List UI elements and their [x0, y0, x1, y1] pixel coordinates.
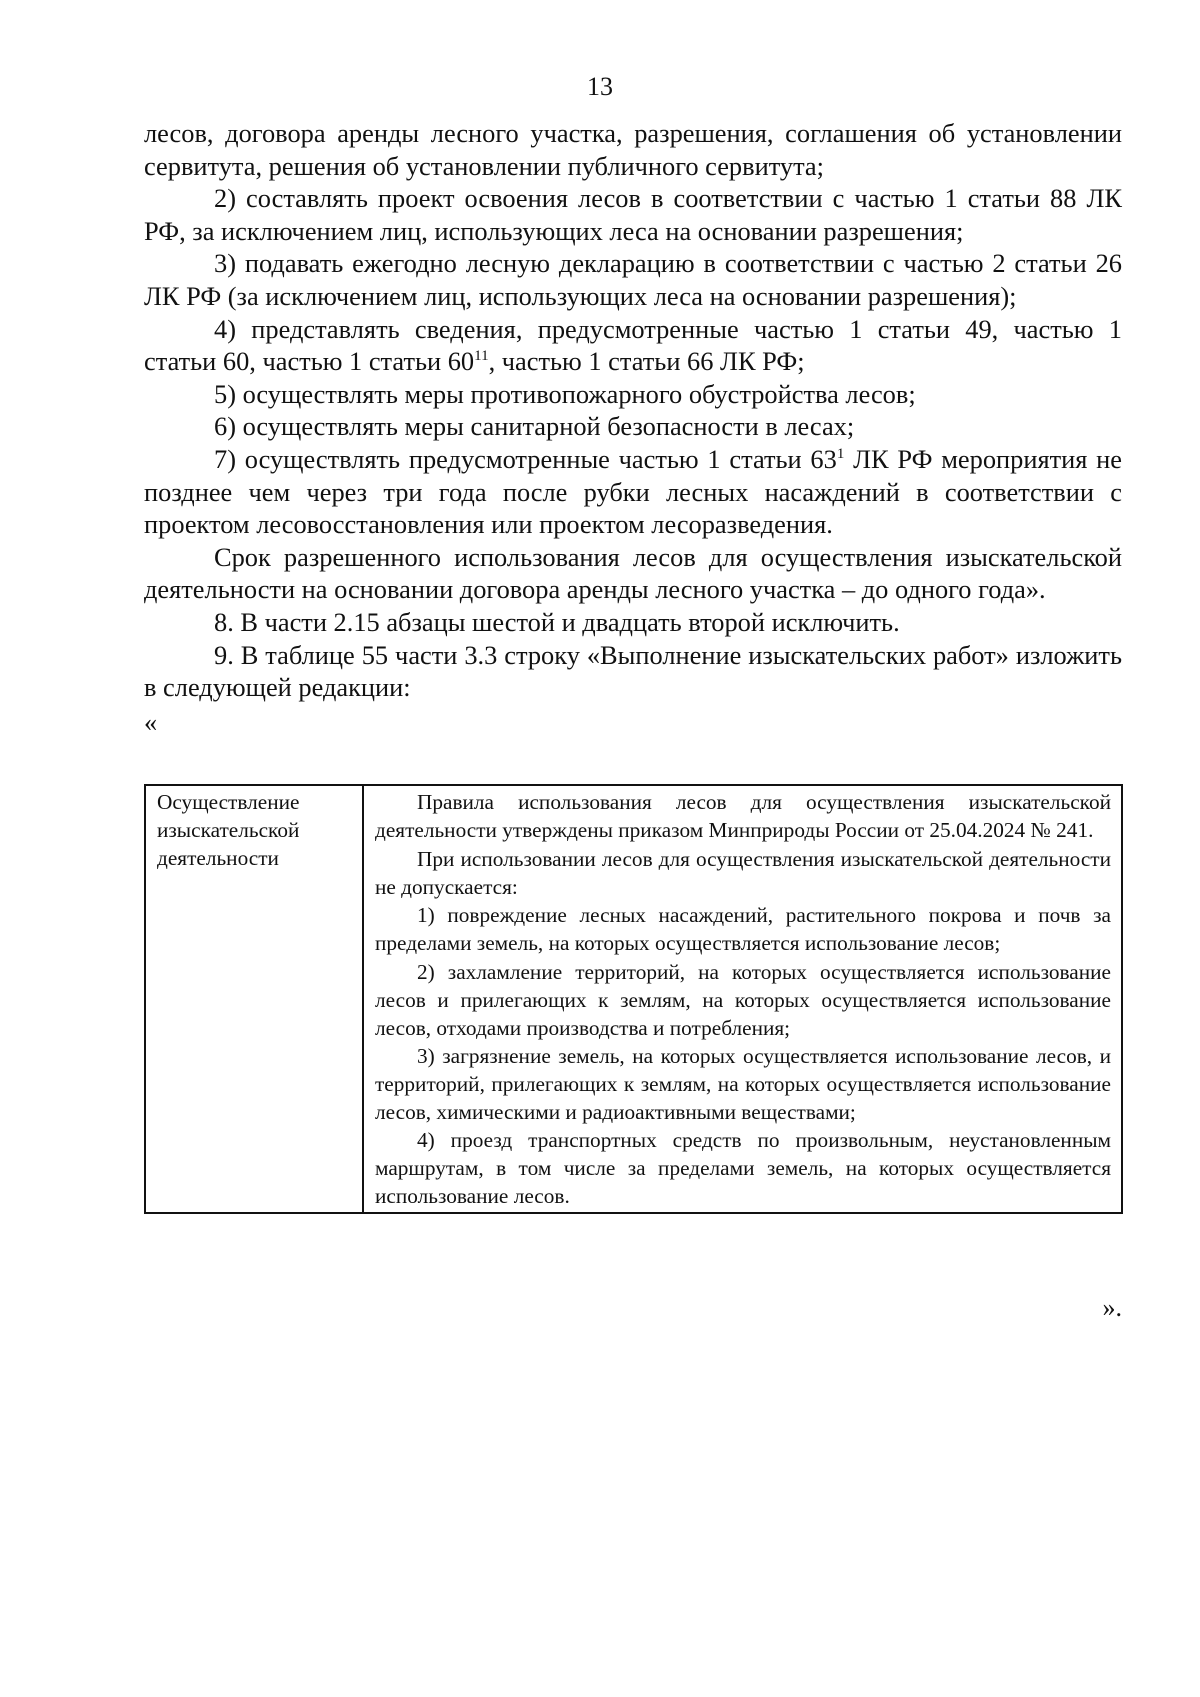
paragraph: [144, 443, 1122, 541]
rules-paragraph: 2) захламление территорий, на которых осуществляется использование лесов и прилегающих к землям, на которых осуществляется использование лесов, отходами производства и потребления;: [375, 959, 1111, 1040]
paragraph: 5) осуществлять меры противопожарного обустройства лесов;: [214, 378, 916, 409]
paragraph: 3) подавать ежегодно лесную декларацию в соответствии с частью 2 статьи 26 ЛК РФ (за исключением лиц, использующих леса на основании разрешения);: [144, 248, 1122, 311]
rules-paragraph: Правила использования лесов для осуществления изыскательской деятельности утверждены приказом Минприроды России от 25.04.2024 № 241.: [375, 790, 1111, 843]
rules-paragraph: 3) загрязнение земель, на которых осуществляется использование лесов, и территорий, прилегающих к землям, на которых осуществляется использование лесов, химическими и радиоактивными веществами;: [375, 1043, 1111, 1125]
paragraph-text: ЛК РФ мероприятия не позднее чем через три года после рубки лесных насаждений в соответствии с проектом лесовосстановления или проектом лесоразведения.: [144, 443, 1122, 540]
activity-cell: Осуществление изыскательской деятельности: [145, 785, 363, 1213]
document-body: [144, 117, 1122, 738]
paragraph-text: 4) представлять сведения, предусмотренные частью 1 статьи 49, частью 1 статьи 60, частью 1 статьи 60: [144, 313, 1122, 377]
superscript: 11: [474, 348, 489, 365]
opening-quote: «: [144, 706, 158, 737]
paragraph: Срок разрешенного использования лесов для осуществления изыскательской деятельности на основании договора аренды лесного участка – до одного года».: [144, 541, 1122, 605]
paragraph: 2) составлять проект освоения лесов в соответствии с частью 1 статьи 88 ЛК РФ, за исключением лиц, использующих леса на основании разрешения;: [144, 183, 1122, 246]
rules-cell: [363, 785, 1122, 1213]
page-number: 13: [587, 72, 613, 101]
paragraph-text: , частью 1 статьи 66 ЛК РФ;: [488, 346, 805, 377]
paragraph: 9. В таблице 55 части 3.3 строку «Выполнение изыскательских работ» изложить в следующей редакции:: [144, 639, 1122, 703]
paragraph: лесов, договора аренды лесного участка, разрешения, соглашения об установлении сервитута, решения об установлении публичного сервитута;: [144, 118, 1122, 181]
paragraph: 6) осуществлять меры санитарной безопасности в лесах;: [214, 411, 855, 442]
rules-table: [144, 784, 1123, 1214]
paragraph: [144, 313, 1122, 378]
rules-paragraph: 1) повреждение лесных насаждений, растительного покрова и почв за пределами земель, на которых осуществляется использование лесов;: [375, 903, 1111, 956]
table-row: [145, 785, 1122, 1213]
rules-paragraph: 4) проезд транспортных средств по произвольным, неустановленным маршрутам, в том числе за пределами земель, на которых осуществляется использование лесов.: [375, 1128, 1111, 1209]
paragraph-text: 7) осуществлять предусмотренные частью 1 статьи 63: [214, 443, 837, 474]
rules-paragraph: При использовании лесов для осуществления изыскательской деятельности не допускается:: [375, 847, 1111, 900]
superscript: 1: [836, 446, 845, 463]
paragraph: 8. В части 2.15 абзацы шестой и двадцать второй исключить.: [214, 606, 900, 637]
closing-quote: ».: [1102, 1293, 1122, 1322]
